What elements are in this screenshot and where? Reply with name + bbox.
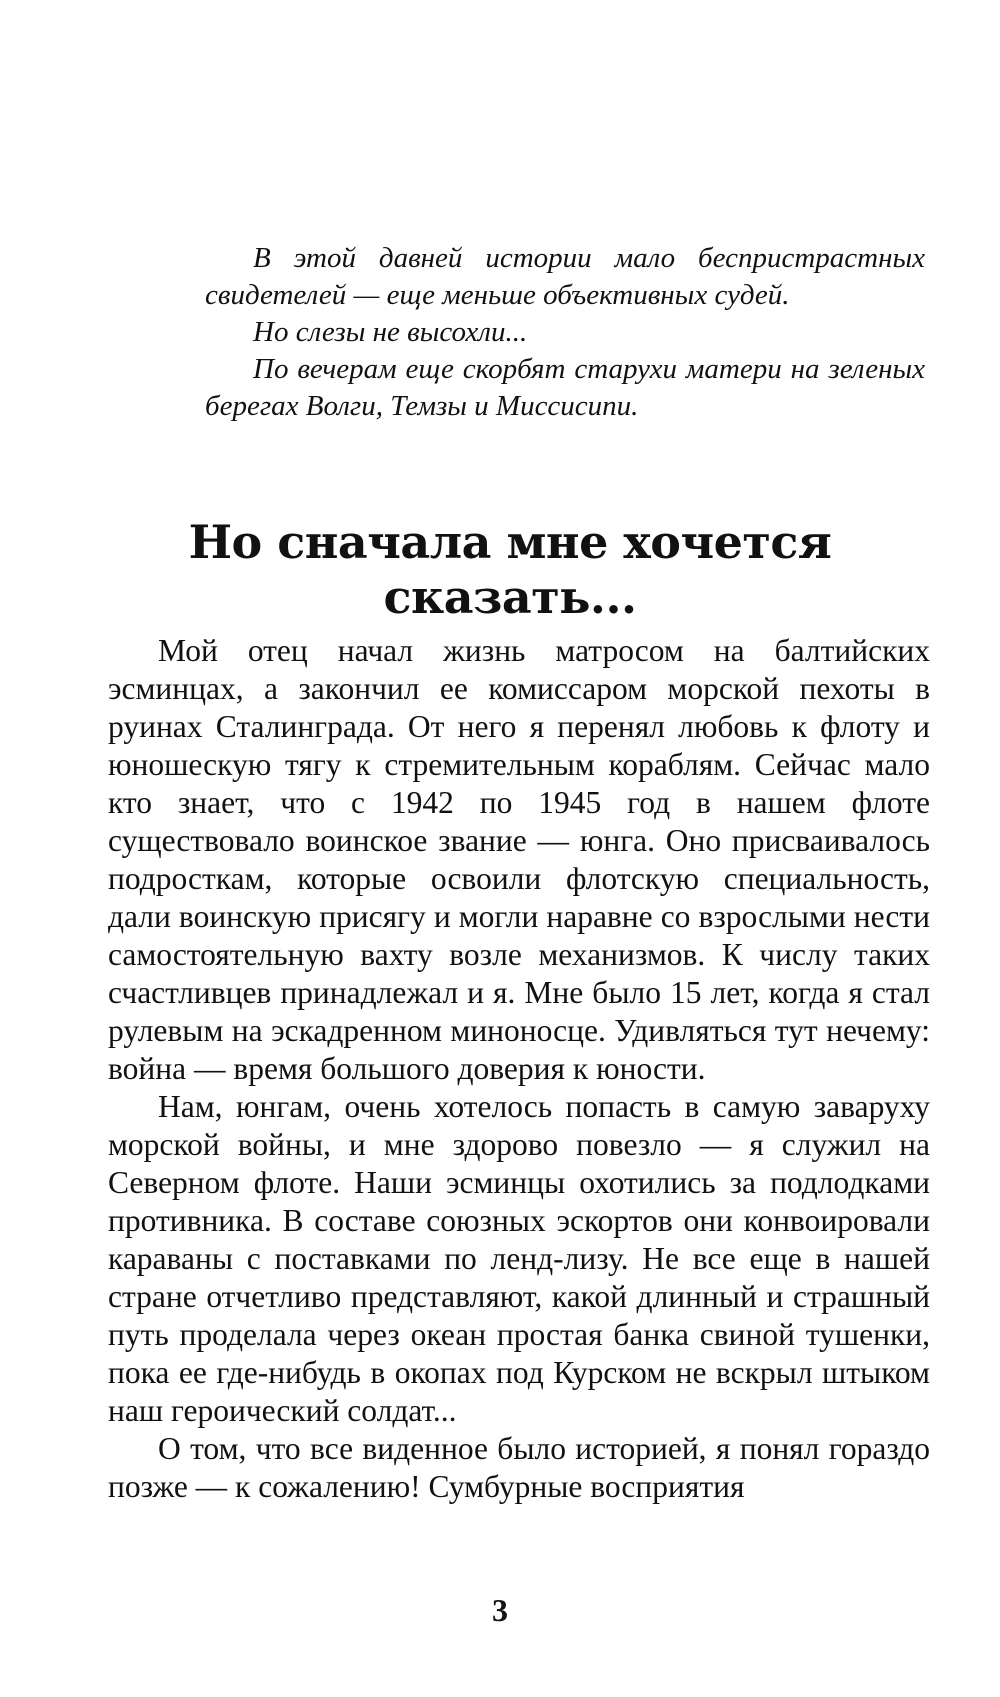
epigraph [205, 240, 925, 425]
epigraph-paragraph: По вечерам еще скорбят старухи матери на зеленых берегах Волги, Темзы и Миссисипи. [205, 353, 925, 422]
body-paragraph: Нам, юнгам, очень хотелось попасть в самую заваруху морской войны, и мне здорово повезло — я служил на Северном флоте. Наши эсминцы охотились за подлодками противника. В составе союзных эскортов они конвоировали караваны с поставками по ленд-лизу. Не все еще в нашей стране отчетливо представляют, какой длинный и страшный путь проделала через океан простая банка свиной тушенки, пока ее где-нибудь в окопах под Курском не вскрыл штыком наш героический солдат... [108, 1089, 930, 1428]
body-text [108, 632, 930, 1506]
body-paragraph: О том, что все виденное было историей, я понял гораздо позже — к сожалению! Сумбурные восприятия [108, 1431, 930, 1504]
chapter-title: Но сначала мне хочется сказать... [188, 515, 832, 624]
epigraph-paragraph: В этой давней истории мало беспристрастных свидетелей — еще меньше объективных судей. [205, 242, 925, 311]
page-number: 3 [492, 1592, 508, 1628]
epigraph-paragraph: Но слезы не высохли... [253, 316, 528, 348]
body-paragraph: Мой отец начал жизнь матросом на балтийских эсминцах, а закончил ее комиссаром морской пехоты в руинах Сталинграда. От него я перенял любовь к флоту и юношескую тягу к стремительным кораблям. Сейчас мало кто знает, что с 1942 по 1945 год в нашем флоте существовало воинское звание — юнга. Оно присваивалось подросткам, которые освоили флотскую специальность, дали воинскую присягу и могли наравне со взрослыми нести самостоятельную вахту возле механизмов. К числу таких счастливцев принадлежал и я. Мне было 15 лет, когда я стал рулевым на эскадренном миноносце. Удивляться тут нечему: война — время большого доверия к юности. [108, 633, 930, 1086]
